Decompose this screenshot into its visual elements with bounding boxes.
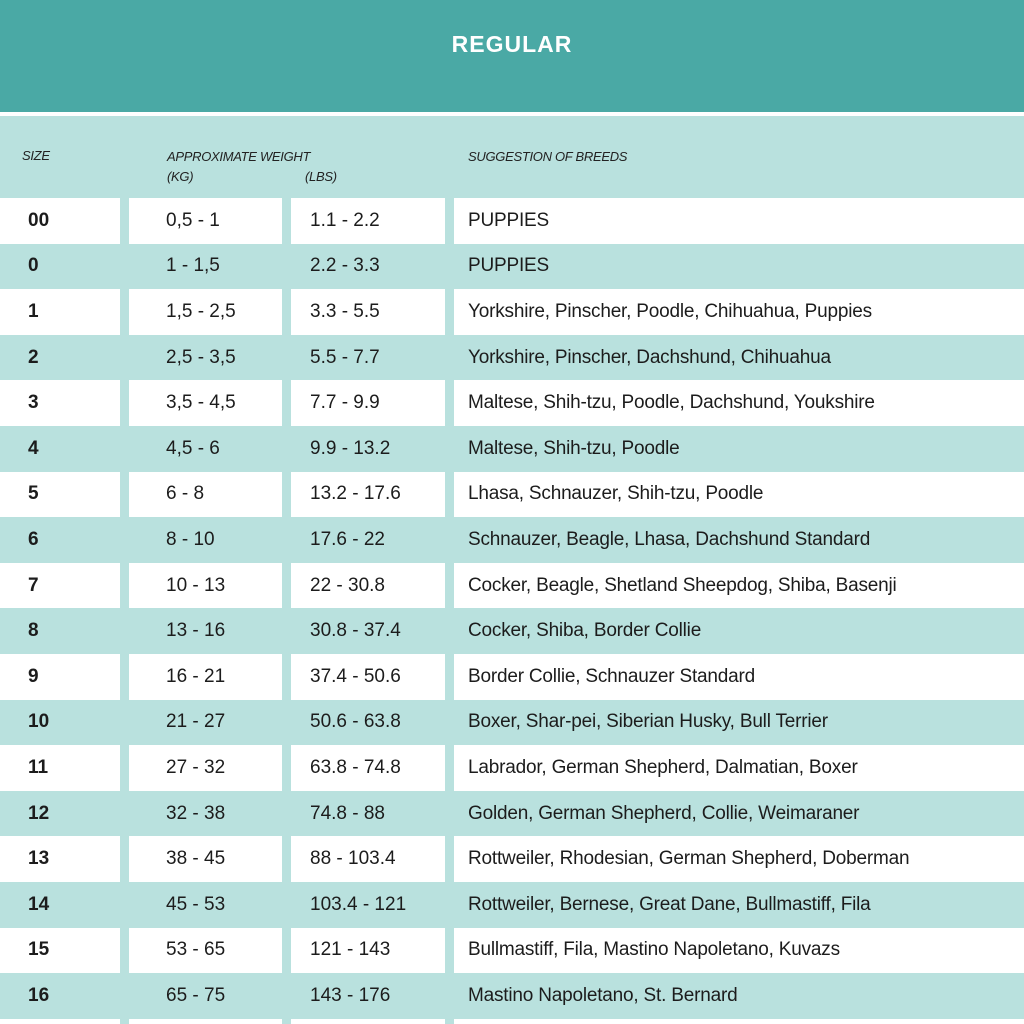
size-cell: 00 [28, 209, 50, 231]
table-row [0, 791, 1024, 837]
weight-kg-cell: 3,5 - 4,5 [166, 392, 236, 414]
weight-lbs-cell: 121 - 143 [310, 939, 391, 961]
header-breeds: SUGGESTION OF BREEDS [468, 149, 628, 164]
header-approximate-weight: APPROXIMATE WEIGHT [167, 149, 311, 164]
size-cell: 15 [28, 939, 50, 961]
breeds-cell: Schnauzer, Beagle, Lhasa, Dachshund Standard [468, 528, 871, 550]
breeds-cell: Maltese, Shih-tzu, Poodle [468, 437, 680, 459]
table-row [0, 654, 1024, 700]
weight-kg-cell: 38 - 45 [166, 848, 226, 870]
weight-lbs-cell: 1.1 - 2.2 [310, 209, 380, 231]
size-cell: 11 [28, 756, 49, 778]
breeds-cell: Yorkshire, Pinscher, Poodle, Chihuahua, Puppies [468, 300, 872, 322]
size-cell: 5 [28, 483, 39, 505]
size-cell: 14 [28, 893, 50, 915]
weight-lbs-cell: 143 - 176 [310, 984, 391, 1006]
table-row [0, 563, 1024, 609]
weight-lbs-cell: 63.8 - 74.8 [310, 756, 401, 778]
header-size: SIZE [22, 148, 50, 163]
table-row [0, 426, 1024, 472]
size-cell: 4 [28, 437, 39, 459]
size-cell: 8 [28, 620, 39, 642]
weight-kg-cell: 1 - 1,5 [166, 255, 220, 277]
weight-lbs-cell: 2.2 - 3.3 [310, 255, 380, 277]
breeds-cell: Lhasa, Schnauzer, Shih-tzu, Poodle [468, 483, 764, 505]
breeds-cell: Bullmastiff, Fila, Mastino Napoletano, Kuvazs [468, 939, 840, 961]
weight-lbs-cell: 17.6 - 22 [310, 528, 385, 550]
weight-kg-cell: 0,5 - 1 [166, 209, 220, 231]
table-header-row [0, 116, 1024, 198]
breeds-cell: Rottweiler, Rhodesian, German Shepherd, Doberman [468, 848, 910, 870]
breeds-cell: PUPPIES [468, 209, 549, 231]
weight-lbs-cell: 50.6 - 63.8 [310, 711, 401, 733]
weight-lbs-cell: 5.5 - 7.7 [310, 346, 380, 368]
weight-kg-cell: 16 - 21 [166, 665, 226, 687]
table-body [0, 198, 1024, 1019]
size-cell: 3 [28, 392, 39, 414]
weight-kg-cell: 10 - 13 [166, 574, 226, 596]
weight-kg-cell: 13 - 16 [166, 620, 226, 642]
weight-kg-cell: 27 - 32 [166, 756, 226, 778]
size-cell: 10 [28, 711, 50, 733]
table-row [0, 335, 1024, 381]
weight-lbs-cell: 9.9 - 13.2 [310, 437, 391, 459]
breeds-cell: Mastino Napoletano, St. Bernard [468, 984, 738, 1006]
table-row [0, 244, 1024, 290]
breeds-cell: Cocker, Beagle, Shetland Sheepdog, Shiba, Basenji [468, 574, 897, 596]
header-kg: (KG) [167, 169, 194, 184]
breeds-cell: Rottweiler, Bernese, Great Dane, Bullmastiff, Fila [468, 893, 871, 915]
table-row [0, 745, 1024, 791]
breeds-cell: Labrador, German Shepherd, Dalmatian, Boxer [468, 756, 858, 778]
breeds-cell: PUPPIES [468, 255, 549, 277]
weight-kg-cell: 6 - 8 [166, 483, 205, 505]
table-row [0, 973, 1024, 1019]
weight-kg-cell: 1,5 - 2,5 [166, 300, 236, 322]
size-cell: 6 [28, 528, 39, 550]
size-cell: 9 [28, 665, 39, 687]
weight-lbs-cell: 30.8 - 37.4 [310, 620, 401, 642]
title-bar [0, 0, 1024, 112]
weight-lbs-cell: 7.7 - 9.9 [310, 392, 380, 414]
weight-lbs-cell: 103.4 - 121 [310, 893, 407, 915]
header-lbs: (LBS) [305, 169, 337, 184]
breeds-cell: Maltese, Shih-tzu, Poodle, Dachshund, Youkshire [468, 392, 875, 414]
weight-lbs-cell: 88 - 103.4 [310, 848, 396, 870]
weight-lbs-cell: 3.3 - 5.5 [310, 300, 380, 322]
table-row [0, 289, 1024, 335]
table-row [0, 836, 1024, 882]
table-row [0, 700, 1024, 746]
size-cell: 1 [28, 300, 39, 322]
weight-kg-cell: 4,5 - 6 [166, 437, 220, 459]
size-cell: 13 [28, 848, 50, 870]
size-cell: 12 [28, 802, 50, 824]
weight-kg-cell: 53 - 65 [166, 939, 226, 961]
size-cell: 0 [28, 255, 39, 277]
weight-lbs-cell: 74.8 - 88 [310, 802, 385, 824]
breeds-cell: Border Collie, Schnauzer Standard [468, 665, 756, 687]
table-row [0, 472, 1024, 518]
breeds-cell: Boxer, Shar-pei, Siberian Husky, Bull Terrier [468, 711, 828, 733]
weight-kg-cell: 21 - 27 [166, 711, 226, 733]
breeds-cell: Yorkshire, Pinscher, Dachshund, Chihuahua [468, 346, 831, 368]
table-row [0, 608, 1024, 654]
table-row [0, 380, 1024, 426]
table-row [0, 882, 1024, 928]
weight-lbs-cell: 22 - 30.8 [310, 574, 385, 596]
weight-kg-cell: 2,5 - 3,5 [166, 346, 236, 368]
weight-kg-cell: 65 - 75 [166, 984, 226, 1006]
table-row [0, 928, 1024, 974]
size-cell: 2 [28, 346, 39, 368]
table-title: REGULAR [451, 30, 573, 57]
weight-kg-cell: 45 - 53 [166, 893, 226, 915]
table-row [0, 517, 1024, 563]
weight-kg-cell: 32 - 38 [166, 802, 226, 824]
breeds-cell: Golden, German Shepherd, Collie, Weimaraner [468, 802, 860, 824]
weight-kg-cell: 8 - 10 [166, 528, 215, 550]
size-cell: 16 [28, 984, 50, 1006]
table-row [0, 198, 1024, 244]
breeds-cell: Cocker, Shiba, Border Collie [468, 620, 702, 642]
weight-lbs-cell: 37.4 - 50.6 [310, 665, 401, 687]
weight-lbs-cell: 13.2 - 17.6 [310, 483, 401, 505]
size-cell: 7 [28, 574, 39, 596]
